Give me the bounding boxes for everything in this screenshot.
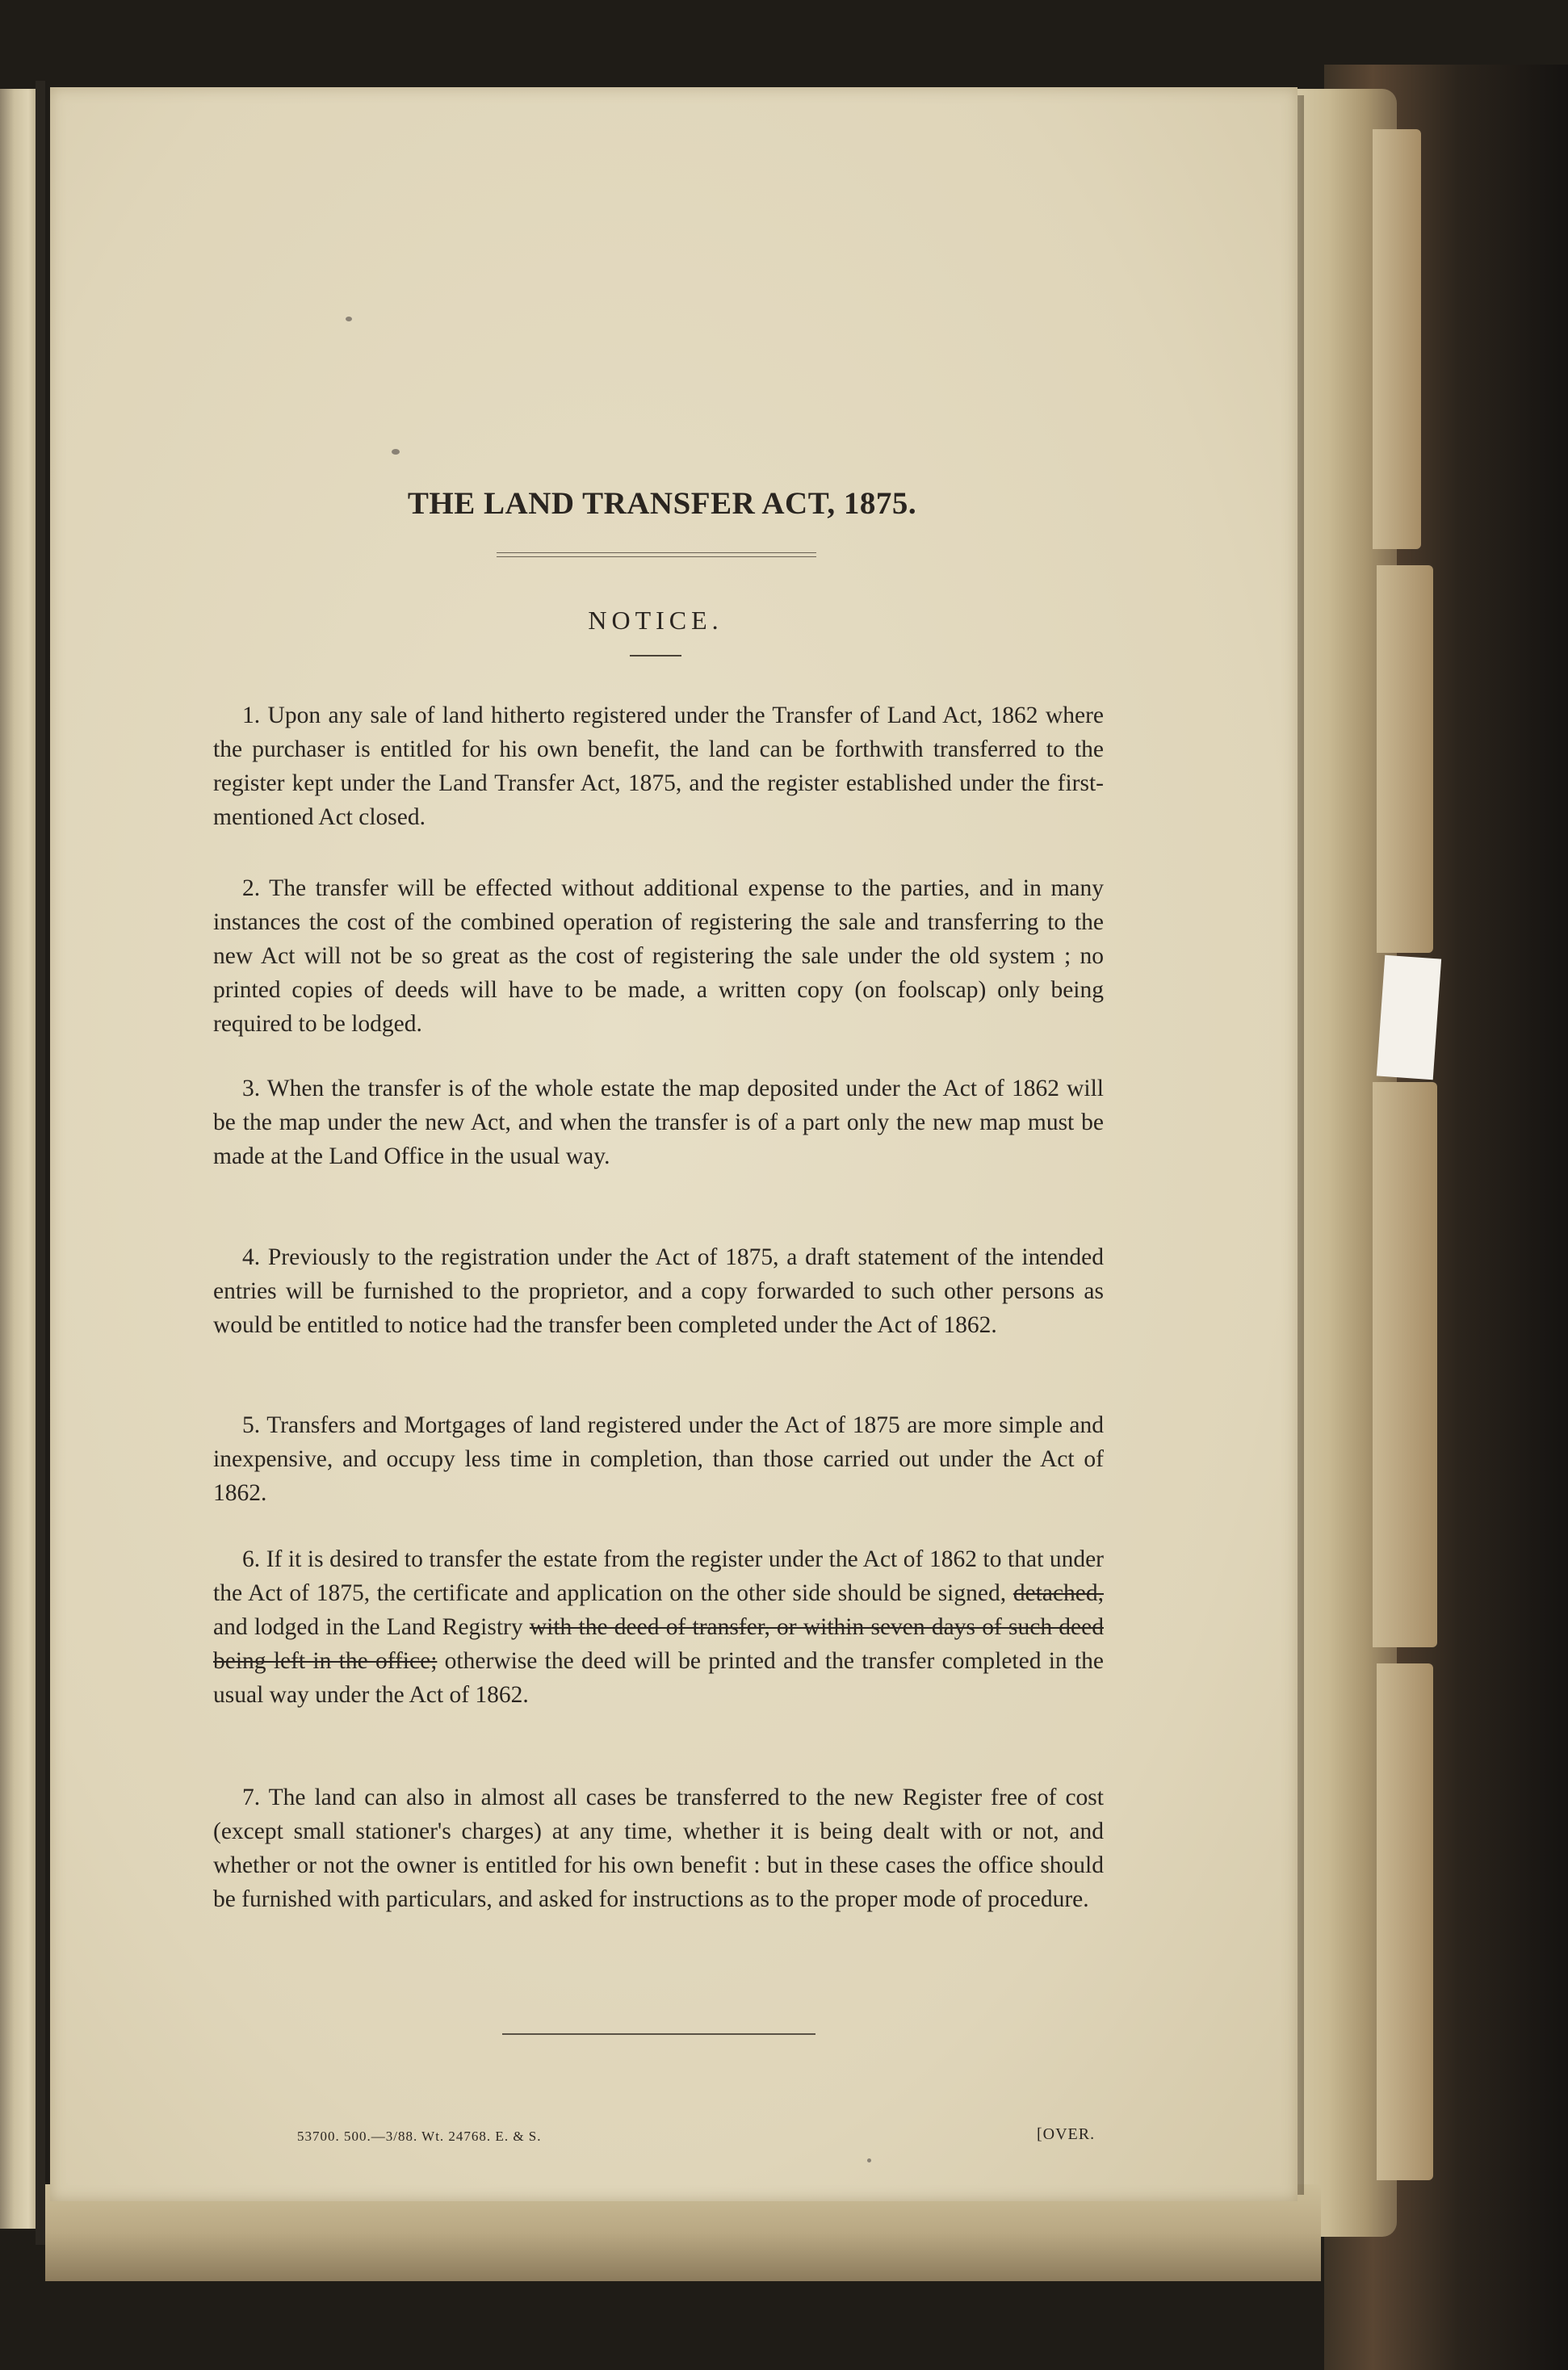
paragraph-text: The land can also in almost all cases be transferred to the new Register free of cost (except small stationer's charges) at any time, whether it is being dealt with or not, and whether or not the owner is entitled for his own benefit : but in these cases the office should be furnished with particulars, and asked for instructions as to the proper mode of procedure. — [213, 1785, 1104, 1912]
printer-imprint: 53700. 500.—3/88. Wt. 24768. E. & S. — [297, 2129, 542, 2144]
page-edge-tab — [1373, 1082, 1437, 1647]
paragraph-text: If it is desired to transfer the estate from the register under the Act of 1862 to that under the Act of 1875, the certificate and application on the other side should be signed, — [213, 1546, 1105, 1606]
notice-heading: NOTICE. — [588, 606, 723, 635]
paper-speck — [867, 2158, 871, 2162]
paragraph-7 — [213, 1781, 1104, 1916]
paragraph-2 — [213, 871, 1104, 1041]
paragraph-number: 4. — [242, 1244, 261, 1270]
paragraph-text: Upon any sale of land hitherto registered under the Transfer of Land Act, 1862 where the purchaser is entitled for his own benefit, the land can be forthwith transferred to the register kept under the Land Transfer Act, 1875, and the register established under the first-mentioned Act closed. — [213, 703, 1104, 830]
left-page-edge — [0, 89, 36, 2229]
page-edge-tab — [1377, 565, 1433, 953]
closing-rule — [502, 2033, 815, 2035]
paragraph-number: 2. — [242, 875, 261, 901]
struck-out-text: with the deed of transfer, or within seven days of such deed being left in the office; — [213, 1614, 1104, 1674]
page-edge-tab — [1377, 1663, 1433, 2180]
inserted-slip — [1377, 955, 1441, 1080]
over-marker: [OVER. — [1037, 2125, 1096, 2143]
paragraph-1 — [213, 698, 1104, 834]
paragraph-5 — [213, 1408, 1104, 1510]
paper-speck — [392, 449, 400, 455]
paper-speck — [346, 317, 352, 321]
gutter — [36, 81, 45, 2245]
page-edge-tab — [1373, 129, 1421, 549]
paragraph-number: 3. — [242, 1076, 261, 1101]
paragraph-text: The transfer will be effected without additional expense to the parties, and in many instances the cost of the combined operation of registering the sale and transferring to the new Act will not be so great as the cost of registering the sale under the old system ; no printed copies of deeds will have to be made, a written copy (on foolscap) only being required to be lodged. — [213, 875, 1104, 1037]
paragraph-number: 1. — [242, 703, 261, 728]
notice-rule — [630, 655, 681, 656]
document-title: THE LAND TRANSFER ACT, 1875. — [407, 486, 917, 521]
paragraph-number: 7. — [242, 1785, 261, 1810]
title-double-rule — [497, 552, 816, 557]
struck-out-text: detached, — [1012, 1580, 1105, 1606]
paragraph-number: 6. — [242, 1546, 261, 1572]
printed-notice-page — [50, 87, 1298, 2201]
paragraph-6 — [213, 1542, 1104, 1712]
paragraph-text: Transfers and Mortgages of land registered under the Act of 1875 are more simple and inexpensive, and occupy less time in completion, than those carried out under the Act of 1862. — [213, 1412, 1105, 1506]
paragraph-number: 5. — [242, 1412, 261, 1438]
paragraph-text: and lodged in the Land Registry — [213, 1614, 523, 1640]
paragraph-4 — [213, 1240, 1104, 1342]
paragraph-3 — [213, 1072, 1104, 1173]
paragraph-text: otherwise the deed will be printed and the transfer completed in the usual way under the Act of 1862. — [213, 1648, 1105, 1708]
paragraph-text: When the transfer is of the whole estate the map deposited under the Act of 1862 will be the map under the new Act, and when the transfer is of a part only the new map must be made at the Land Office in the usual way. — [213, 1076, 1105, 1169]
paragraph-text: Previously to the registration under the Act of 1875, a draft statement of the intended entries will be furnished to the proprietor, and a copy forwarded to such other persons as would be entitled to notice had the transfer been completed under the Act of 1862. — [213, 1244, 1105, 1338]
